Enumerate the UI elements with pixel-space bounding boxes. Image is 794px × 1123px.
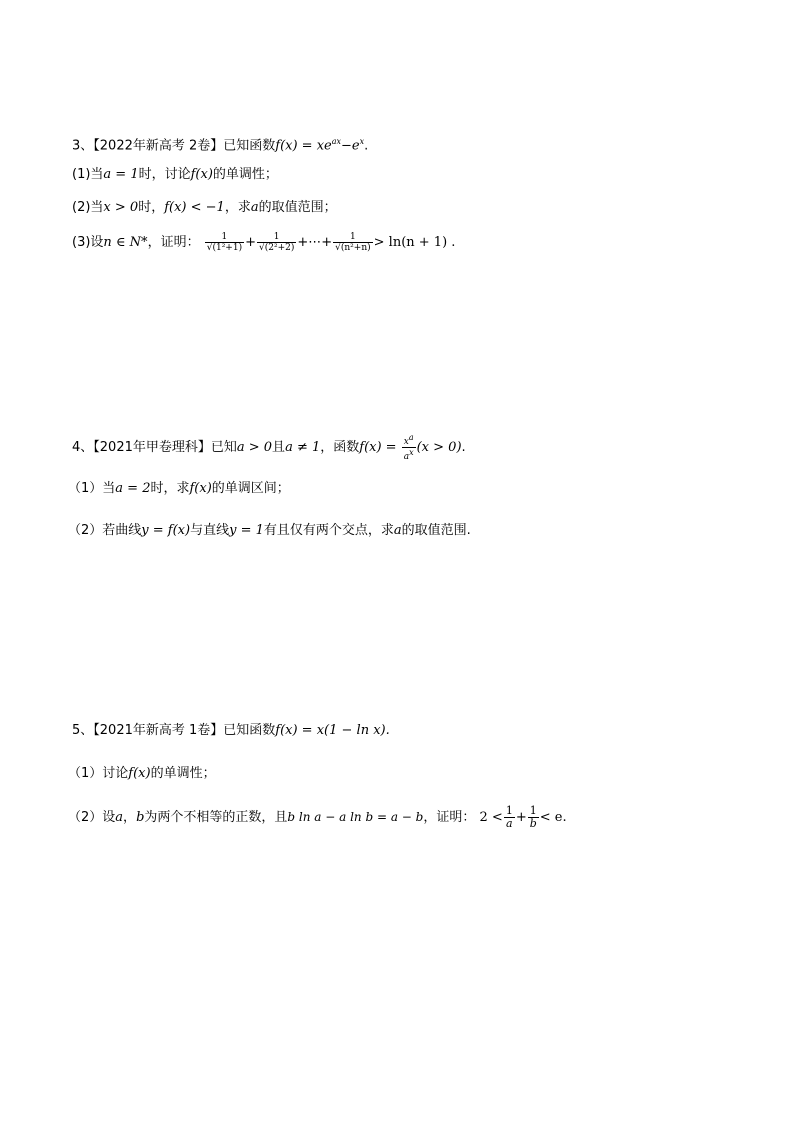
- q4-part2-suffix: 的取值范围.: [401, 523, 471, 538]
- q3-part2-prefix: (2)当: [72, 200, 104, 215]
- q3-header: 3、【2022年新高考 2卷】已知函数: [72, 138, 276, 154]
- q5-part2-left: 2 <: [479, 810, 503, 825]
- q3-fraction-1: [205, 232, 244, 253]
- q3-function-mid: −e: [341, 138, 360, 154]
- q4-part1-condition: a = 2: [115, 481, 151, 496]
- q4-header: 4、【2021年甲卷理科】已知: [72, 440, 237, 455]
- q4-end: .: [461, 440, 466, 455]
- q3-part2-condition: x > 0: [103, 200, 139, 215]
- q3-part3: [72, 232, 455, 254]
- q4-text: ，函数: [320, 440, 360, 455]
- q3-fraction-3-den: √(n²+n): [335, 243, 371, 253]
- q3-fraction-1-den: √(1²+1): [206, 243, 243, 253]
- q5-function: f(x) = x(1 − ln x).: [275, 723, 390, 738]
- q5-part2-text2: ，证明：: [423, 810, 476, 825]
- q3-fraction-2: [257, 232, 296, 253]
- q3-header-line: [72, 131, 368, 157]
- q5-header-line: [72, 720, 390, 742]
- q3-function-exp2: x: [359, 137, 365, 146]
- q4-part2-line: y = 1: [229, 523, 264, 538]
- q5-fraction-1-num: 1: [505, 804, 513, 817]
- q4-header-line: [72, 433, 466, 462]
- q4-function: f(x) =: [359, 440, 397, 455]
- q4-part1: [68, 478, 290, 500]
- q3-part3-text: ，证明：: [147, 235, 200, 250]
- q4-part1-prefix: （1）当: [68, 481, 116, 496]
- q5-part2-equation: b ln a − a ln b = a − b: [287, 810, 424, 824]
- q5-fraction-2-den: b: [529, 817, 537, 830]
- q4-part2: [68, 520, 471, 542]
- q4-part1-suffix: 的单调区间；: [211, 481, 290, 496]
- q5-part2: [68, 805, 567, 830]
- q5-part2-separator: ，: [123, 810, 137, 825]
- q3-function-end: .: [364, 138, 369, 154]
- q5-fraction-2-num: 1: [529, 804, 537, 817]
- q4-condition1: a > 0: [236, 440, 273, 455]
- q3-part1-text: 时，讨论: [138, 167, 191, 182]
- q3-part2-inequality: f(x) < −1: [164, 200, 225, 215]
- q5-fraction-1: [504, 805, 515, 830]
- q5-part2-var-a: a: [115, 810, 124, 825]
- q3-part2-suffix: 的取值范围；: [258, 200, 337, 215]
- q4-fraction-num-exp: a: [408, 433, 414, 442]
- q3-part3-end: > ln(n + 1) .: [373, 235, 456, 250]
- q3-part2-variable: a: [250, 200, 259, 215]
- q4-part2-prefix: （2）若曲线: [68, 523, 142, 538]
- q3-part2: [72, 197, 337, 219]
- q4-part1-text: 时，求: [150, 481, 190, 496]
- q5-part2-text: 为两个不相等的正数，且: [144, 810, 288, 825]
- q3-dots: +⋯+: [297, 235, 333, 250]
- q4-part2-curve: y = f(x): [141, 523, 191, 538]
- q3-fraction-2-num: 1: [273, 232, 280, 242]
- q4-fraction-num: [402, 433, 416, 447]
- q4-condition2: a ≠ 1: [285, 440, 321, 455]
- q4-part2-text: 与直线: [190, 523, 230, 538]
- q3-part1-function: f(x): [190, 167, 213, 182]
- q4-fraction-den: [402, 447, 416, 462]
- q3-fraction-1-num: 1: [221, 232, 228, 242]
- q4-part1-function: f(x): [189, 481, 212, 496]
- q3-part1-suffix: 的单调性；: [212, 167, 278, 182]
- q3-part1-prefix: (1)当: [72, 167, 104, 182]
- q4-part2-text2: 有且仅有两个交点，求: [263, 523, 394, 538]
- q3-part2-text: 时，: [138, 200, 165, 215]
- q5-part1-prefix: （1）讨论: [68, 766, 129, 781]
- q5-part2-right: < e.: [539, 810, 567, 825]
- q5-part1: [68, 763, 216, 785]
- q4-and: 且: [272, 440, 286, 455]
- q3-fraction-3-num: 1: [350, 232, 356, 242]
- q3-part3-prefix: (3)设: [72, 235, 104, 250]
- q3-part1-condition: a = 1: [103, 167, 139, 182]
- q3-function: f(x) = xe: [275, 138, 332, 154]
- q4-fraction: [402, 433, 416, 462]
- q5-part1-suffix: 的单调性；: [150, 766, 216, 781]
- q4-fraction-den-base: a: [403, 452, 410, 462]
- q3-part2-text2: ，求: [224, 200, 251, 215]
- q5-part1-function: f(x): [128, 766, 151, 781]
- q3-fraction-2-den: √(2²+2): [258, 243, 295, 253]
- q4-fraction-den-exp: x: [409, 448, 414, 457]
- q5-fraction-2: [528, 805, 539, 830]
- q5-part2-var-b: b: [136, 810, 145, 825]
- q4-fraction-num-base: x: [403, 437, 409, 447]
- q5-part2-prefix: （2）设: [68, 810, 116, 825]
- q3-function-exp1: ax: [331, 137, 342, 146]
- q5-fraction-1-den: a: [504, 817, 515, 830]
- q3-part3-condition: n ∈ N*: [103, 235, 148, 250]
- q5-header: 5、【2021年新高考 1卷】已知函数: [72, 723, 276, 738]
- q4-part2-variable: a: [393, 523, 402, 538]
- q3-fraction-3: [333, 232, 373, 253]
- q3-plus: +: [245, 235, 256, 250]
- q3-part1: [72, 164, 278, 186]
- q5-plus: +: [515, 810, 527, 825]
- q4-domain: (x > 0): [416, 440, 462, 455]
